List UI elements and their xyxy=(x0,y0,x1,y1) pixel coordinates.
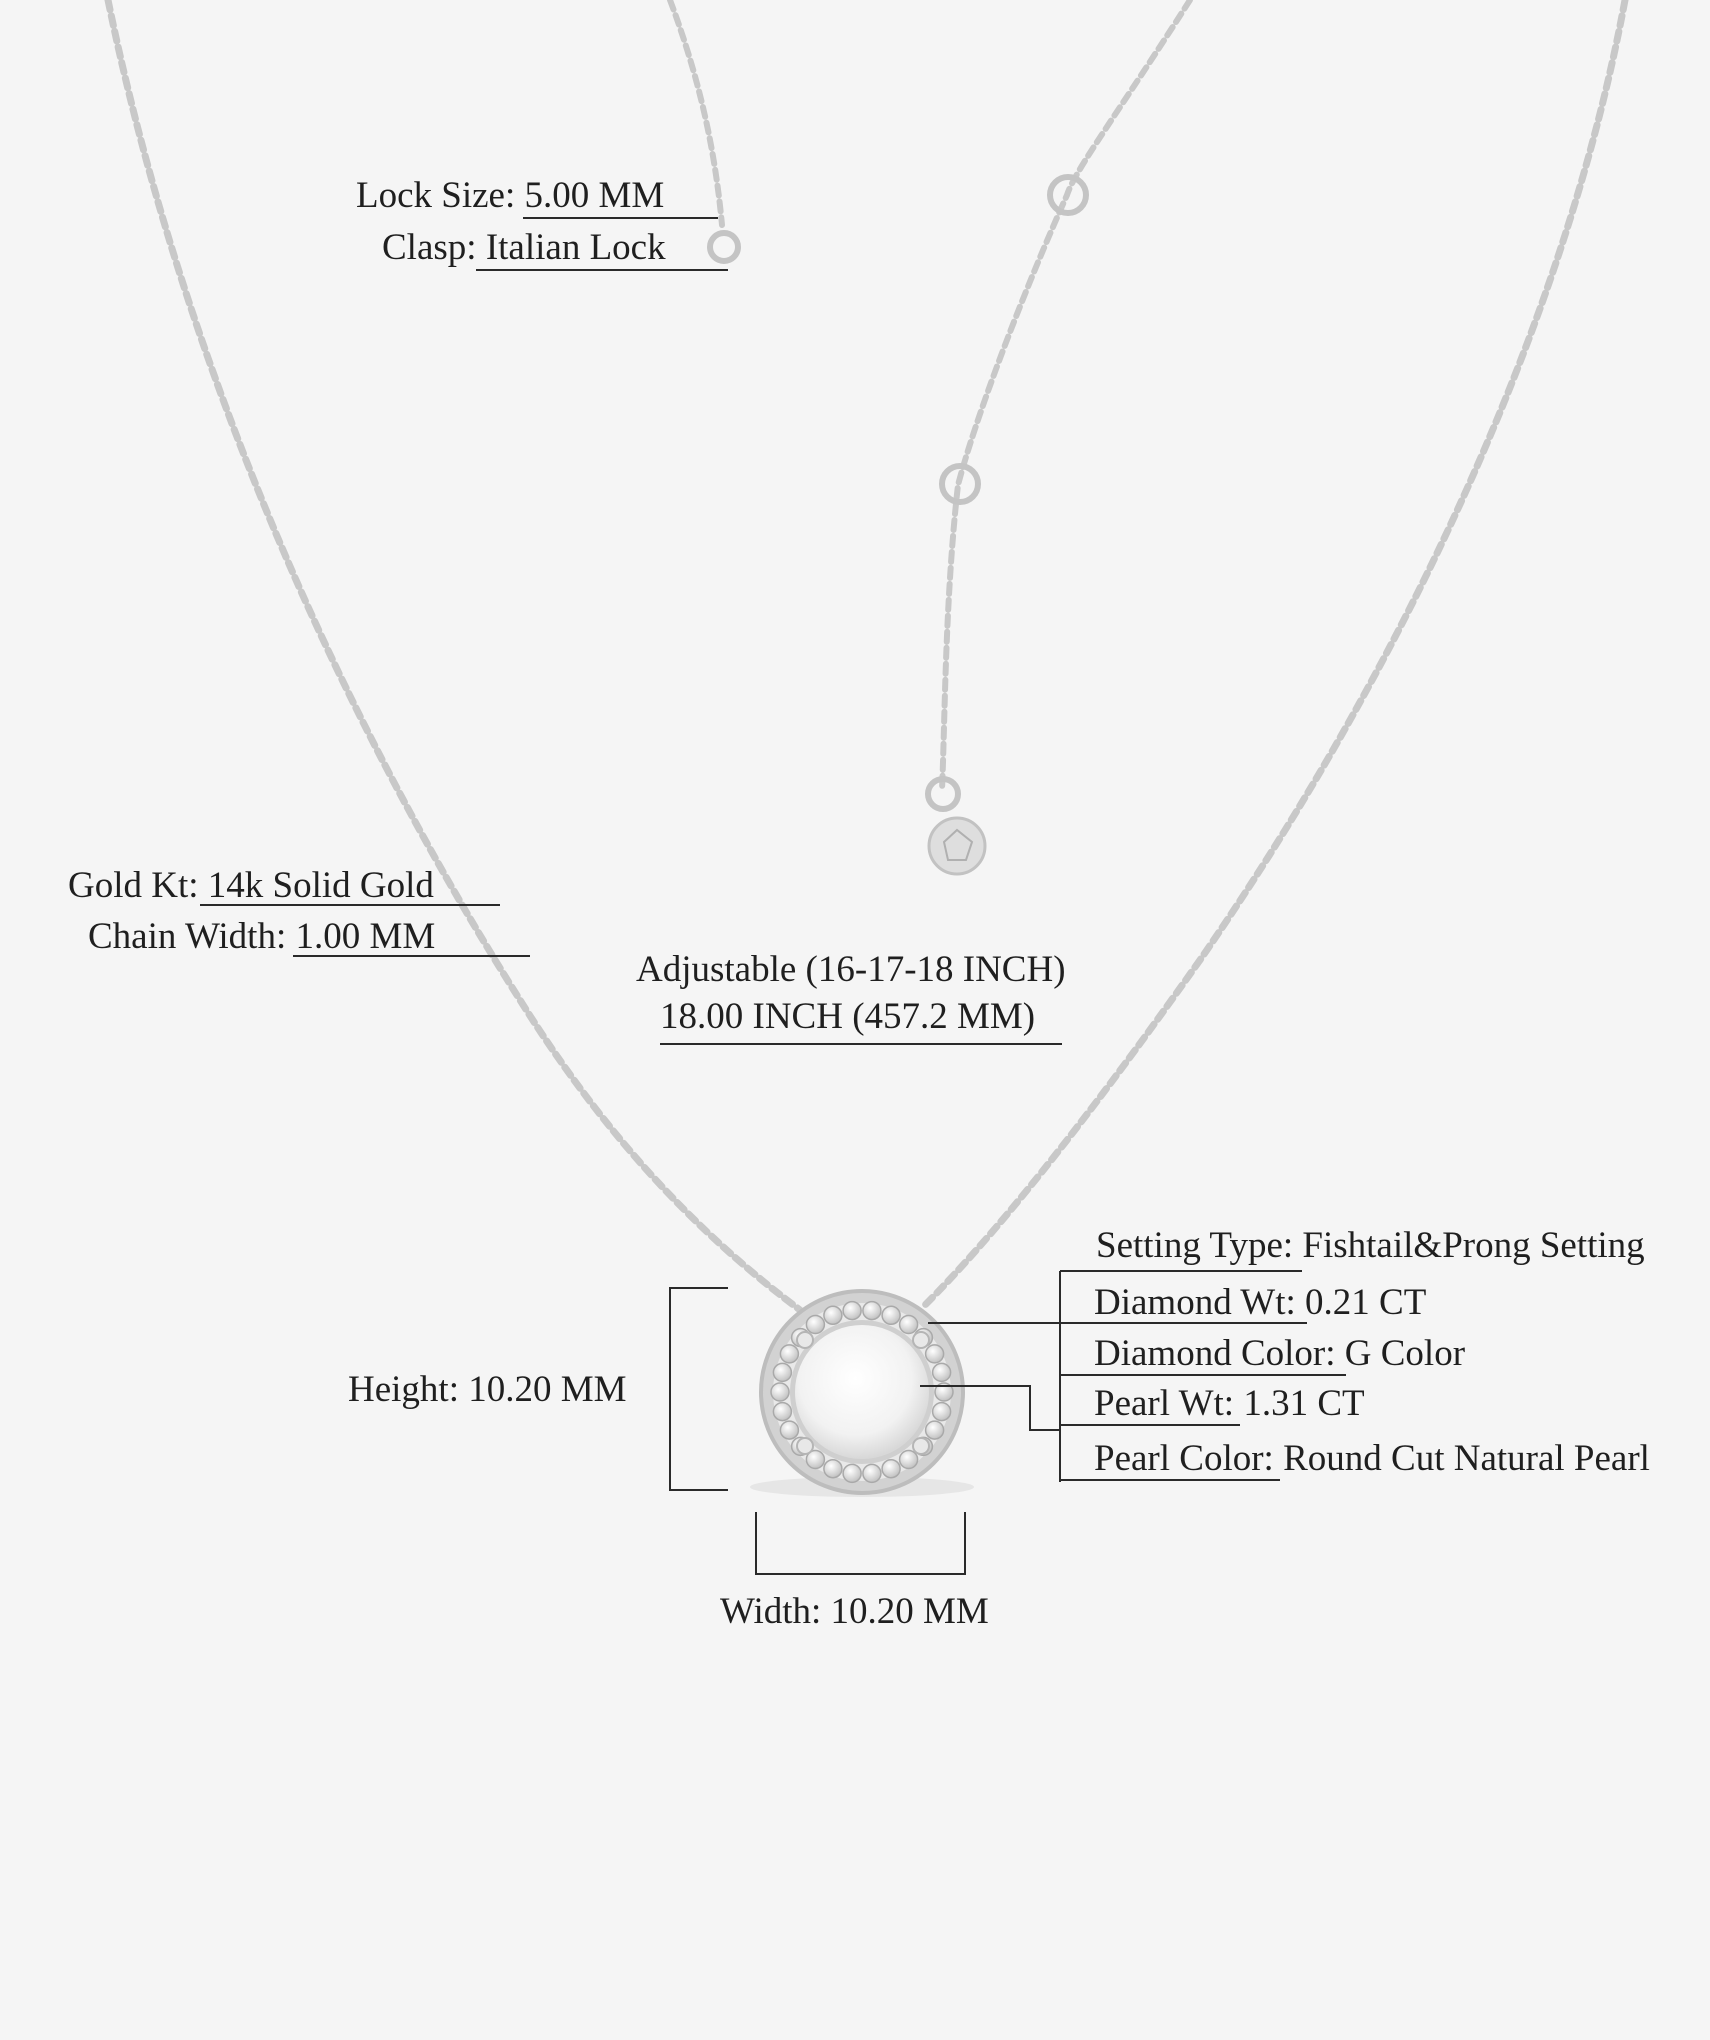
diamond-wt-spec xyxy=(1094,1281,1426,1325)
chain-extender xyxy=(942,0,1190,790)
halo-diamond xyxy=(926,1421,944,1439)
pearl-color-label: Pearl Color: xyxy=(1094,1438,1274,1479)
halo-diamond xyxy=(806,1316,824,1334)
diamond-wt-label: Diamond Wt: xyxy=(1094,1282,1296,1323)
halo-diamond xyxy=(843,1464,861,1482)
clasp-ring xyxy=(710,233,738,261)
chain-right xyxy=(925,0,1625,1305)
diamond-color-label: Diamond Color: xyxy=(1094,1333,1336,1374)
halo-diamond xyxy=(900,1451,918,1469)
halo-diamond xyxy=(773,1363,791,1381)
chain-clasp xyxy=(670,0,722,225)
pearl-color-spec xyxy=(1094,1437,1650,1481)
halo-diamond xyxy=(900,1316,918,1334)
diamond-color-value: G Color xyxy=(1344,1333,1466,1374)
gold-kt-spec xyxy=(68,864,434,908)
setting-type-value: Fishtail&Prong Setting xyxy=(1302,1225,1645,1266)
halo-diamond xyxy=(843,1302,861,1320)
width-label: Width: xyxy=(720,1591,822,1632)
lock-size-value: 5.00 MM xyxy=(524,175,665,216)
halo-diamond xyxy=(773,1403,791,1421)
gold-kt-label: Gold Kt: xyxy=(68,865,199,906)
pendant xyxy=(750,1291,974,1497)
adjustable-spec: Adjustable (16-17-18 INCH) xyxy=(636,949,1066,990)
clasp-value: Italian Lock xyxy=(485,227,666,268)
lock-size-label: Lock Size: xyxy=(356,175,516,216)
chain-width-value: 1.00 MM xyxy=(295,916,436,957)
halo-diamond xyxy=(863,1302,881,1320)
chain-width-spec xyxy=(88,915,435,959)
halo-diamond xyxy=(882,1460,900,1478)
halo-diamond xyxy=(771,1383,789,1401)
clasp-spec xyxy=(382,226,666,270)
logo-tag xyxy=(929,818,985,874)
height-spec xyxy=(348,1368,627,1412)
height-value: 10.20 MM xyxy=(468,1369,627,1410)
halo-diamond xyxy=(824,1306,842,1324)
pearl xyxy=(795,1325,929,1459)
width-value: 10.20 MM xyxy=(830,1591,989,1632)
pearl-wt-spec xyxy=(1094,1382,1365,1426)
diamond-wt-value: 0.21 CT xyxy=(1305,1282,1427,1323)
pearl-wt-label: Pearl Wt: xyxy=(1094,1383,1235,1424)
clasp-label: Clasp: xyxy=(382,227,477,268)
width-spec xyxy=(720,1590,989,1634)
height-label: Height: xyxy=(348,1369,459,1410)
chain-width-label: Chain Width: xyxy=(88,916,287,957)
halo-diamond xyxy=(882,1306,900,1324)
halo-diamond xyxy=(933,1403,951,1421)
halo-diamond xyxy=(933,1363,951,1381)
diamond-color-spec xyxy=(1094,1332,1465,1376)
setting-type-spec xyxy=(1096,1224,1645,1268)
lock-size-spec xyxy=(356,174,664,218)
halo-diamond xyxy=(926,1345,944,1363)
setting-type-label: Setting Type: xyxy=(1096,1225,1294,1266)
gold-kt-value: 14k Solid Gold xyxy=(207,865,434,906)
halo-diamond xyxy=(824,1460,842,1478)
pearl-color-value: Round Cut Natural Pearl xyxy=(1283,1438,1650,1479)
halo-diamond xyxy=(780,1345,798,1363)
halo-diamond xyxy=(780,1421,798,1439)
halo-diamond xyxy=(863,1464,881,1482)
length-spec: 18.00 INCH (457.2 MM) xyxy=(660,996,1036,1037)
pearl-wt-value: 1.31 CT xyxy=(1243,1383,1365,1424)
